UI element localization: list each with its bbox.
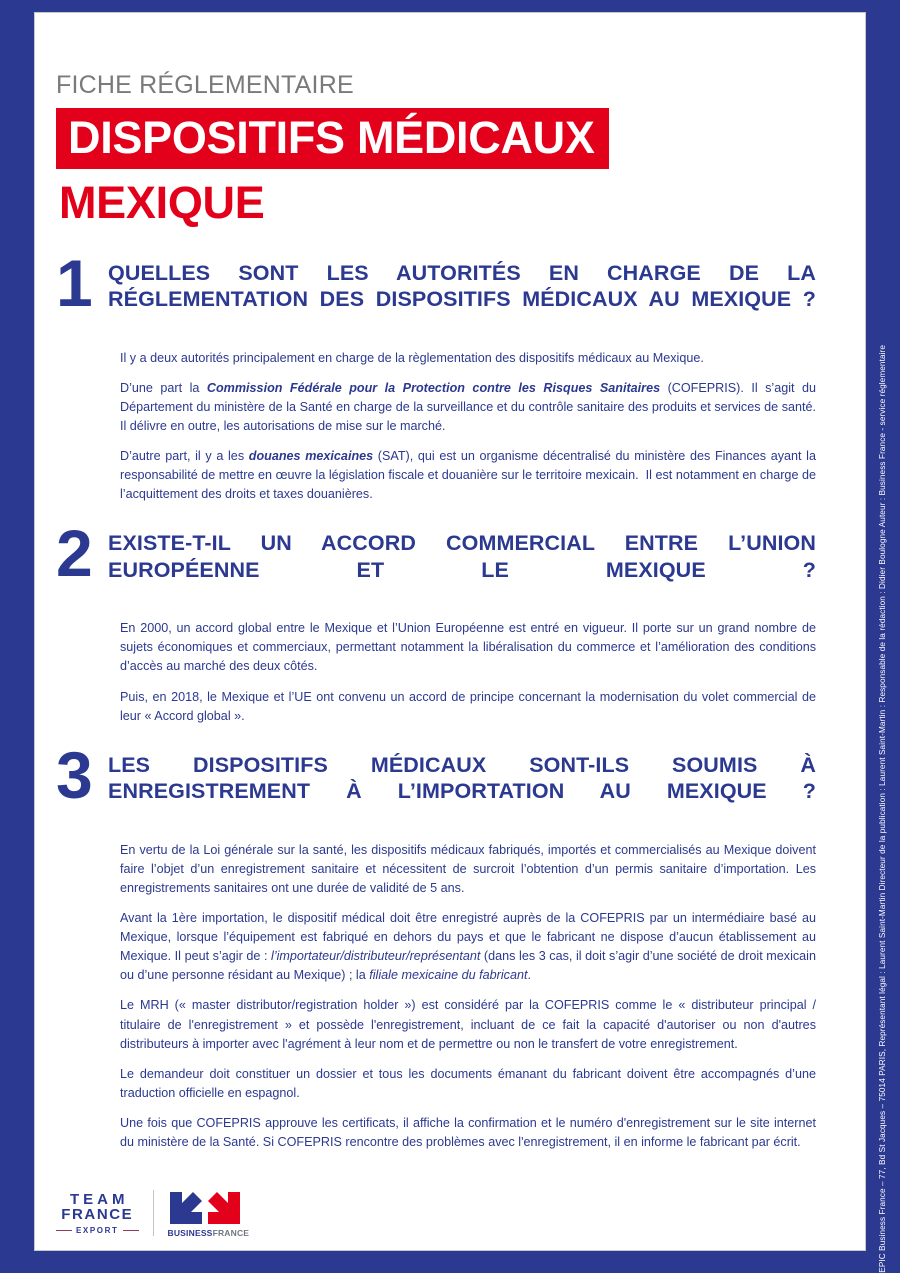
paragraph: Une fois que COFEPRIS approuve les certificats, il affiche la confirmation et le numéro d'enregistrement sur le site internet du ministère de la Santé. Si COFEPRIS rencontre des problèmes avec l'enregistrement, il en informe le fabricant par écrit. — [120, 1116, 816, 1150]
section-2-title: EXISTE-T-IL UN ACCORD COMMERCIAL ENTRE L’UNION EUROPÉENNE ET LE MEXIQUE ? — [108, 531, 816, 582]
page-title: DISPOSITIFS MÉDICAUX — [56, 108, 609, 169]
section-3 — [56, 737, 816, 1153]
page-border-left — [0, 0, 34, 1273]
business-france-wordmark — [168, 1229, 250, 1238]
section-3-number: 3 — [56, 737, 93, 812]
paragraph: En vertu de la Loi générale sur la santé, les dispositifs médicaux fabriqués, importés et commercialisés au Mexique doivent faire l’objet d’un enregistrement sanitaire et nécessitent de surcroit l’obtention d’un permis sanitaire d’importation. Les enregistrements sanitaires ont une durée de validité de 5 ans. — [120, 842, 816, 895]
paragraph: Avant la 1ère importation, le dispositif médical doit être enregistré auprès de la COFEPRIS par un intermédiaire basé au Mexique, lorsque l’équipement est fabriqué en dehors du pays et que le fabricant ne dispose d’aucun établissement au Mexique. Il peut s’agir de : l’importateur/distributeur/représentant (dans les 3 cas, il doit s’agir d’une société de droit mexicain ou d’une personne résidant au Mexique) ; la filiale mexicaine du fabricant. — [120, 910, 816, 983]
document-content — [56, 12, 846, 1251]
paragraph: Puis, en 2018, le Mexique et l’UE ont convenu un accord de principe concernant la modernisation du volet commercial de leur « Accord global ». — [120, 689, 816, 723]
section-1-body — [120, 349, 816, 505]
business-france-arrows-icon — [168, 1190, 242, 1226]
footer-logos — [56, 1190, 249, 1238]
section-3-body — [120, 841, 816, 1153]
logo-divider — [153, 1190, 154, 1236]
business-text: BUSINESS — [167, 1227, 213, 1238]
document-kicker: FICHE RÉGLEMENTAIRE — [56, 71, 354, 99]
section-1 — [56, 245, 817, 505]
country-subtitle: MEXIQUE — [59, 176, 265, 228]
section-2-number: 2 — [56, 516, 93, 591]
section-3-head — [56, 737, 816, 831]
section-2-body — [120, 619, 816, 726]
tfe-france-text: FRANCE — [61, 1206, 134, 1224]
team-france-export-logo — [56, 1192, 153, 1235]
section-2 — [56, 516, 816, 725]
section-3-title: LES DISPOSITIFS MÉDICAUX SONT-ILS SOUMIS À ENREGISTREMENT À L’IMPORTATION AU MEXIQUE ? — [108, 752, 816, 804]
paragraph: D’autre part, il y a les douanes mexicaines (SAT), qui est un organisme décentralisé du ministère des Finances ayant la responsabilité de mettre en œuvre la législation fiscale et douanière sur le territoire mexicain. Il est notamment en charge de l’acquittement des droits et taxes douanières. — [120, 449, 816, 502]
tfe-team-text: TEAM — [70, 1190, 129, 1208]
paragraph: D’une part la Commission Fédérale pour la Protection contre les Risques Sanitaires (COFEPRIS). Il s’agit du Département du ministère de la Santé en charge de la surveillance et du contrôle sanitaire des produits et services de santé. Il délivre en outre, les autorisations de mise sur le marché. — [120, 380, 817, 433]
paragraph: Le MRH (« master distributor/registration holder ») est considéré par la COFEPRIS comme le « distributeur principal / titulaire de l'enregistrement » et possède l'enregistrement, incluant de ce fait la capacité d'autoriser ou non d'autres distributeurs à importer avec l'agrément à leur nom et de permettre ou non le transfert de votre enregistrement. — [120, 998, 816, 1051]
business-france-logo — [168, 1190, 250, 1238]
section-1-number: 1 — [56, 245, 93, 320]
tfe-export-row — [56, 1226, 139, 1235]
france-text: FRANCE — [212, 1227, 250, 1238]
tfe-rule-right-icon — [123, 1230, 139, 1232]
paragraph: En 2000, un accord global entre le Mexique et l’Union Européenne est entré en vigueur. Il porte sur un grand nombre de sujets économiques et commerciaux, permettant notamment la libéralisation du commerce et l’amélioration des conditions d’accès au marché des deux côtés. — [120, 621, 816, 674]
page-border-right — [866, 0, 900, 1273]
tfe-export-text: EXPORT — [76, 1225, 119, 1235]
section-2-head — [56, 516, 816, 609]
page-border-top — [0, 0, 900, 12]
section-1-title: QUELLES SONT LES AUTORITÉS EN CHARGE DE LA RÉGLEMENTATION DES DISPOSITIFS MÉDICAUX AU MEXIQUE ? — [108, 260, 816, 312]
paragraph: Il y a deux autorités principalement en charge de la règlementation des dispositifs médicaux au Mexique. — [120, 350, 704, 365]
paragraph: Le demandeur doit constituer un dossier et tous les documents émanant du fabricant doivent être accompagnés d’une traduction officielle en espagnol. — [120, 1066, 816, 1101]
page-border-bottom — [0, 1251, 900, 1273]
section-1-head — [56, 245, 816, 339]
title-block — [56, 108, 816, 179]
tfe-rule-left-icon — [56, 1230, 72, 1232]
publication-credit-text: EPIC Business France – 77, Bd St Jacques – 75014 PARIS, Représentant légal : Laurent Saint-Martin Directeur de la publication : Laurent Saint-Martin : Responsable de la rédaction : Didier Boulogne Auteur : Business France - service réglementaire — [878, 345, 887, 1273]
